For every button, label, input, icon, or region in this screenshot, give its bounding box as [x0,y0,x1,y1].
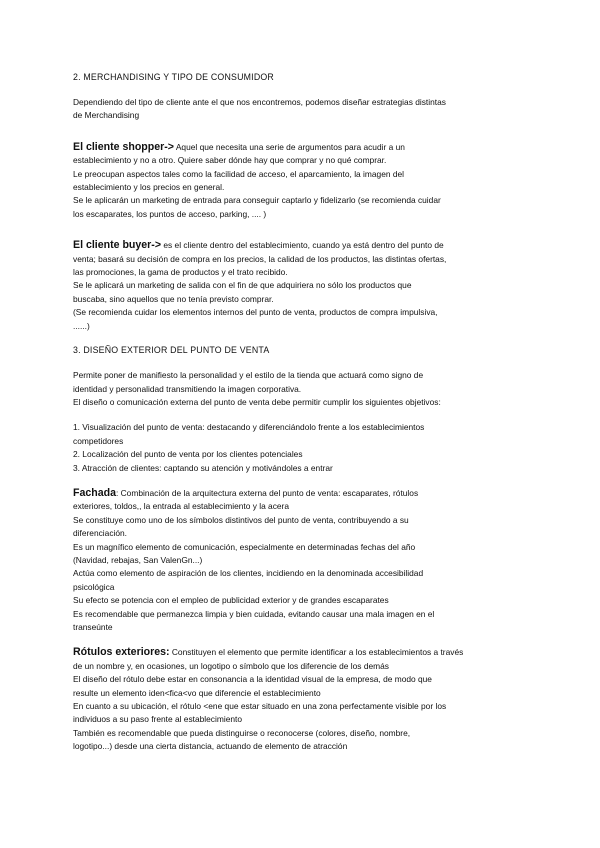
rotulos-line: Constituyen el elemento que permite identificar a los establecimientos a través [169,647,464,658]
shopper-term: El cliente shopper-> [73,140,174,153]
buyer-line: buscaba, sino aquellos que no tenía previsto comprar. [73,293,274,304]
rotulos-line: logotipo...) desde una cierta distancia, actuando de elemento de atracción [73,741,348,752]
rotulos-line: de un nombre y, en ocasiones, un logotipo o símbolo que los diferencie de los demás [73,660,389,671]
shopper-line: Le preocupan aspectos tales como la facilidad de acceso, el aparcamiento, la imagen del [73,168,405,179]
fachada-line: Actúa como elemento de aspiración de los clientes, incidiendo en la denominada accesibilidad [73,568,424,579]
shopper-line: los escaparates, los puntos de acceso, parking, .... ) [73,208,267,219]
shopper-line: Aquel que necesita una serie de argumentos para acudir a un [173,141,405,152]
buyer-paragraph [73,239,533,333]
fachada-line: Es recomendable que permanezca limpia y bien cuidada, evitando causar una mala imagen en el [73,608,435,619]
objectives-list [73,421,533,475]
section-3-line: El diseño o comunicación externa del punto de venta debe permitir cumplir los siguientes objetivos: [73,396,441,407]
objective-item: 1. Visualización del punto de venta: destacando y diferenciándolo frente a los establecimientos [73,422,425,433]
intro-line: Dependiendo del tipo de cliente ante el que nos encontremos, podemos diseñar estrategias distintas [73,97,446,107]
fachada-line: (Navidad, rebajas, San ValenGn...) [73,554,203,565]
fachada-paragraph [73,487,533,634]
intro-line: de Merchandising [73,110,140,121]
fachada-line: psicológica [73,581,115,592]
objective-item: competidores [73,435,124,446]
rotulos-line: También es recomendable que pueda distinguirse o reconocerse (colores, diseño, nombre, [73,727,411,738]
fachada-line: Su efecto se potencia con el empleo de publicidad exterior y de grandes escaparates [73,595,389,606]
buyer-line: (Se recomienda cuidar los elementos internos del punto de venta, productos de compra impulsiva, [73,307,438,318]
rotulos-line: El diseño del rótulo debe estar en consonancia a la identidad visual de la empresa, de modo que [73,674,432,685]
section-3-line: identidad y personalidad transmitiendo la imagen corporativa. [73,383,302,394]
buyer-line: ......) [73,320,90,331]
shopper-line: establecimiento y los precios en general. [73,182,225,193]
fachada-line: diferenciación. [73,528,128,539]
shopper-line: establecimiento y no a otro. Quiere saber dónde hay que comprar y no qué comprar. [73,155,387,166]
rotulos-line: individuos a su paso frente al establecimiento [73,714,242,725]
rotulos-line: En cuanto a su ubicación, el rótulo <ene que estar situado en una zona perfectamente visible por los [73,701,447,712]
section-3-line: Permite poner de manifiesto la personalidad y el estilo de la tienda que actuará como signo de [73,370,424,381]
buyer-line: las promociones, la gama de productos y el trato recibido. [73,267,288,278]
rotulos-line: resulte un elemento iden<fica<vo que diferencie el establecimiento [73,687,321,698]
fachada-line: transeúnte [73,622,113,632]
rotulos-paragraph [73,646,533,753]
fachada-line: Es un magnífico elemento de comunicación, especialmente en determinadas fechas del año [73,541,416,552]
fachada-line: Se constituye como uno de los símbolos distintivos del punto de venta, contribuyendo a su [73,514,409,525]
fachada-line: : Combinación de la arquitectura externa del punto de venta: escaparates, rótulos [115,487,419,498]
buyer-line: es el cliente dentro del establecimiento, cuando ya está dentro del punto de [161,240,444,251]
rotulos-term: Rótulos exteriores: [73,646,170,659]
buyer-term: El cliente buyer-> [73,239,162,252]
objective-item: 3. Atracción de clientes: captando su atención y motivándoles a entrar [73,462,333,473]
buyer-line: venta; basará su decisión de compra en los precios, la calidad de los productos, las distintas ofertas, [73,253,447,264]
objective-item: 2. Localización del punto de venta por los clientes potenciales [73,449,303,460]
fachada-term: Fachada [73,486,116,499]
buyer-line: Se le aplicará un marketing de salida con el fin de que adquiriera no sólo los productos que [73,280,412,291]
section-3-heading: 3. DISEÑO EXTERIOR DEL PUNTO DE VENTA [73,345,270,356]
section-2-heading: 2. MERCHANDISING Y TIPO DE CONSUMIDOR [73,72,274,82]
fachada-line: exteriores, toldos,, la entrada al establecimiento y la acera [73,501,290,512]
shopper-paragraph [73,141,533,221]
shopper-line: Se le aplicarán un marketing de entrada para conseguir captarlo y fidelizarlo (se recomienda cuidar [73,195,441,206]
document-page [73,72,533,754]
